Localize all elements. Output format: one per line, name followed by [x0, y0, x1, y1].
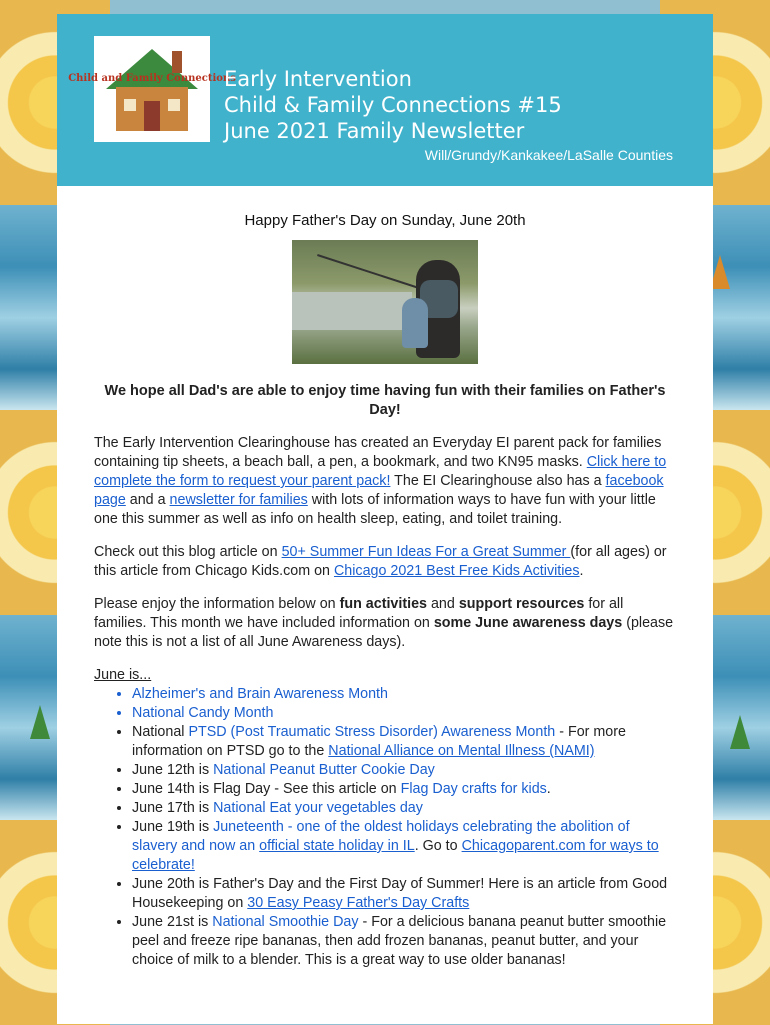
blog-paragraph: Check out this blog article on 50+ Summer Fun Ideas For a Great Summer (for all ages) or this article from Chicago Kids.com on Chicago 2021 Best Free Kids Activities. [94, 544, 667, 579]
smoothie-day-link[interactable]: National Smoothie Day [212, 914, 359, 930]
title-line: Early Intervention [224, 67, 412, 91]
alzheimers-month-link[interactable]: Alzheimer's and Brain Awareness Month [132, 686, 388, 702]
list-item: • June 17th is National Eat your vegetables day [132, 799, 676, 818]
list-item: • June 14th is Flag Day - See this article on Flag Day crafts for kids. [132, 780, 676, 799]
fathers-day-crafts-link[interactable]: 30 Easy Peasy Father's Day Crafts [247, 895, 470, 911]
fathers-day-heading: Happy Father's Day on Sunday, June 20th [244, 212, 526, 229]
chicagoparent-link[interactable]: Chicagoparent.com for ways to celebrate! [132, 838, 659, 873]
list-item: • National PTSD (Post Traumatic Stress Disorder) Awareness Month - For more information on PTSD go to the National Alliance on Mental Illness (NAMI) [132, 723, 676, 761]
newsletter-for-families-link[interactable]: newsletter for families [169, 492, 308, 508]
title-line: Child & Family Connections #15 [224, 93, 562, 117]
list-item: • June 20th is Father's Day and the First Day of Summer! Here is an article from Good Housekeeping on 30 Easy Peasy Father's Day Crafts [132, 875, 676, 913]
house-logo-icon [68, 41, 236, 137]
father-son-fishing-photo [292, 240, 478, 364]
ptsd-month-link[interactable]: PTSD (Post Traumatic Stress Disorder) Awareness Month [188, 724, 556, 740]
june-awareness-list [94, 685, 676, 970]
list-item: • June 12th is National Peanut Butter Cookie Day [132, 761, 676, 780]
list-item [132, 685, 676, 704]
fathers-day-message: We hope all Dad's are able to enjoy time having fun with their families on Father's Day! [104, 383, 666, 418]
clearinghouse-paragraph: The Early Intervention Clearinghouse has created an Everyday EI parent pack for families containing tip sheets, a beach ball, a pen, a bookmark, and two KN95 masks. Click here to complete the form to request your parent pack! The EI Clearinghouse also has a facebook page and a newsletter for families with lots of information ways to have fun with your little one this summer as well as info on health sleep, eating, and toilet training. [94, 435, 667, 527]
chicago-free-activities-link[interactable]: Chicago 2021 Best Free Kids Activities [333, 563, 580, 579]
newsletter-title [224, 66, 562, 144]
candy-month-link[interactable]: National Candy Month [132, 705, 274, 721]
newsletter-body [57, 211, 713, 970]
nami-link[interactable]: National Alliance on Mental Illness (NAMI) [328, 743, 595, 759]
info-paragraph: Please enjoy the information below on fun activities and support resources for all families. This month we have included information on some June awareness days (please note this is not a list of all June Awareness days). [94, 596, 674, 650]
summer-fun-ideas-link[interactable]: 50+ Summer Fun Ideas For a Great Summer [281, 544, 571, 560]
newsletter-header [57, 14, 713, 186]
list-item: • June 21st is National Smoothie Day - For a delicious banana peanut butter smoothie peel and freeze ripe bananas, then add frozen bananas, peanut butter, and your choice of milk to a blender. This is a great way to use older bananas! [132, 913, 676, 970]
newsletter-card [57, 14, 713, 1024]
flag-day-crafts-link[interactable]: Flag Day crafts for kids [400, 781, 547, 797]
parent-pack-form-link[interactable]: Click here to complete the form to request your parent pack! [94, 454, 667, 489]
organization-logo [68, 36, 236, 142]
facebook-page-link[interactable]: facebook page [94, 473, 664, 508]
juneteenth-link[interactable]: Juneteenth - one of the oldest holidays celebrating the abolition of slavery and now an [132, 819, 630, 854]
svg-text:Child and Family Connections: Child and Family Connections [68, 73, 236, 84]
peanut-butter-cookie-day-link[interactable]: National Peanut Butter Cookie Day [213, 762, 435, 778]
june-list-title: June is... [94, 667, 152, 683]
list-item [132, 704, 676, 723]
counties-label: Will/Grundy/Kankakee/LaSalle Counties [424, 147, 673, 163]
eat-vegetables-day-link[interactable]: National Eat your vegetables day [213, 800, 423, 816]
state-holiday-link[interactable]: official state holiday in IL [259, 838, 415, 854]
title-line: June 2021 Family Newsletter [224, 119, 525, 143]
list-item: • June 19th is Juneteenth - one of the oldest holidays celebrating the abolition of slavery and now an official state holiday in IL. Go to Chicagoparent.com for ways to celebrate! [132, 818, 676, 875]
